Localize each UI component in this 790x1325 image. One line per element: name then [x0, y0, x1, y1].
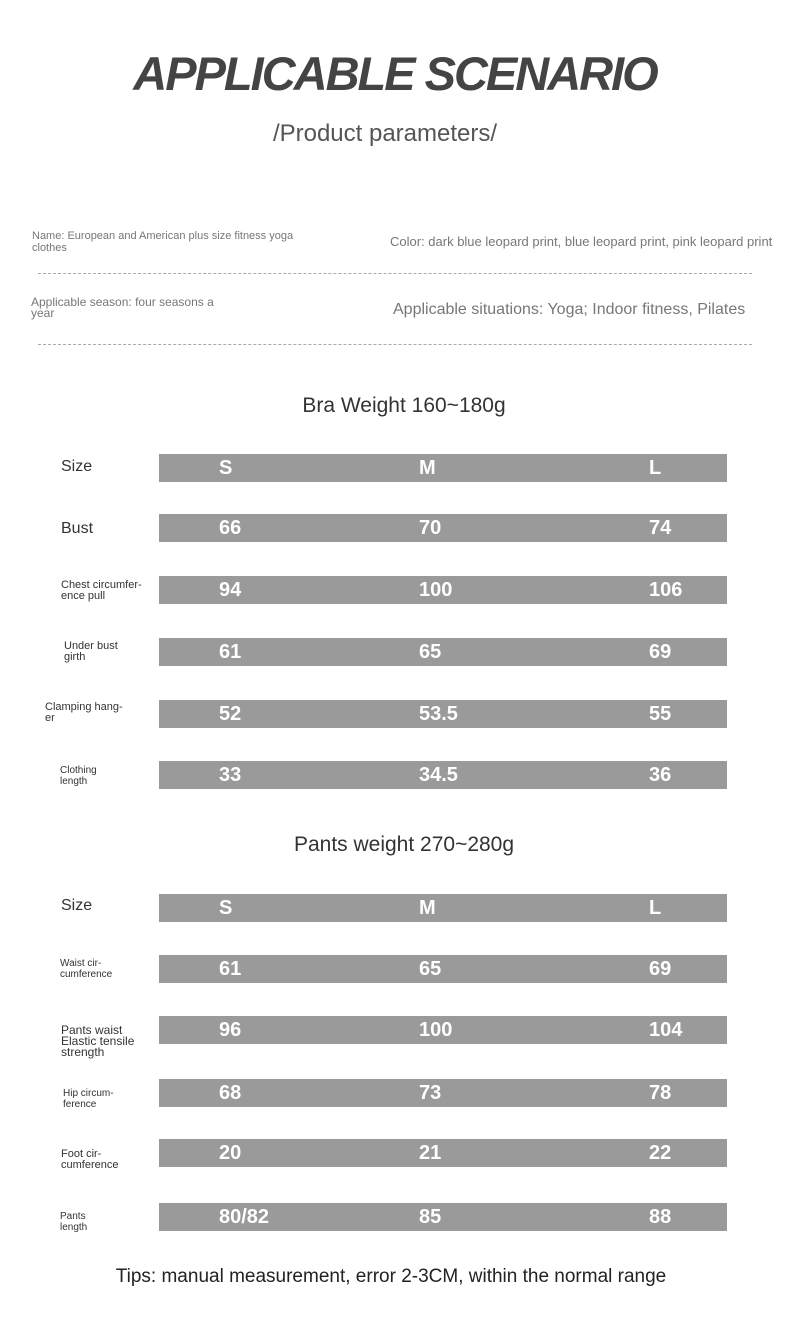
- value-m: 21: [419, 1142, 442, 1164]
- bra-label-chest-pull: Chest circumfer-ence pull: [61, 579, 142, 602]
- value-s: 33: [219, 764, 242, 786]
- bra-row-bust: [159, 514, 727, 542]
- value-s: S: [219, 897, 233, 919]
- bra-section-title: Bra Weight 160~180g: [302, 394, 506, 417]
- value-m: 85: [419, 1206, 442, 1228]
- bra-row-under-bust: [159, 638, 727, 666]
- bra-label-clothing-length: Clothing length: [60, 765, 97, 787]
- bra-row-size: [159, 454, 727, 482]
- bra-label-clamping-hanger: Clamping hang-er: [45, 701, 123, 724]
- divider: [38, 273, 752, 274]
- pants-row-elastic: [159, 1016, 727, 1044]
- value-m: 100: [419, 1019, 453, 1041]
- value-l: 55: [649, 703, 672, 725]
- value-l: 78: [649, 1082, 672, 1104]
- value-l: 106: [649, 579, 683, 601]
- value-m: 100: [419, 579, 453, 601]
- value-s: 61: [219, 641, 242, 663]
- pants-label-elastic: Pants waist Elastic tensile strength: [61, 1023, 135, 1059]
- value-s: 20: [219, 1142, 242, 1164]
- value-l: 36: [649, 764, 672, 786]
- pants-row-waist: [159, 955, 727, 983]
- pants-row-length: [159, 1203, 727, 1231]
- value-m: 65: [419, 641, 442, 663]
- value-l: 69: [649, 641, 672, 663]
- value-m: 34.5: [419, 764, 458, 786]
- param-name: Name: European and American plus size fitness yoga clothes: [32, 230, 294, 254]
- param-situations: Applicable situations: Yoga; Indoor fitness, Pilates: [393, 301, 746, 318]
- pants-label-size: Size: [61, 897, 93, 914]
- bra-row-clamping-hanger: [159, 700, 727, 728]
- bra-label-size: Size: [61, 458, 93, 475]
- value-s: S: [219, 457, 233, 479]
- value-l: 88: [649, 1206, 672, 1228]
- param-season: Applicable season: four seasons a year: [31, 295, 214, 320]
- value-s: 80/82: [219, 1206, 270, 1228]
- value-l: 22: [649, 1142, 672, 1164]
- value-m: 73: [419, 1082, 442, 1104]
- pants-label-foot: Foot cir-cumference: [61, 1148, 119, 1171]
- pants-row-size: [159, 894, 727, 922]
- bra-row-chest-pull: [159, 576, 727, 604]
- value-l: L: [649, 897, 662, 919]
- pants-label-length: Pants length: [60, 1211, 88, 1233]
- value-s: 96: [219, 1019, 242, 1041]
- value-s: 61: [219, 958, 242, 980]
- tips-text: Tips: manual measurement, error 2-3CM, within the normal range: [115, 1266, 667, 1287]
- bra-row-clothing-length: [159, 761, 727, 789]
- value-m: M: [419, 457, 436, 479]
- value-l: 74: [649, 517, 672, 539]
- value-s: 68: [219, 1082, 242, 1104]
- page-subtitle: /Product parameters/: [272, 120, 498, 147]
- param-color: Color: dark blue leopard print, blue leopard print, pink leopard print: [390, 234, 773, 249]
- value-s: 66: [219, 517, 242, 539]
- value-m: 65: [419, 958, 442, 980]
- value-l: 69: [649, 958, 672, 980]
- page-title: APPLICABLE SCENARIO: [133, 47, 657, 100]
- pants-label-waist: Waist cir-cumference: [60, 958, 113, 980]
- value-s: 52: [219, 703, 242, 725]
- value-m: M: [419, 897, 436, 919]
- value-m: 53.5: [419, 703, 458, 725]
- pants-row-hip: [159, 1079, 727, 1107]
- divider: [38, 344, 752, 345]
- value-l: 104: [649, 1019, 683, 1041]
- pants-section-title: Pants weight 270~280g: [293, 833, 515, 856]
- pants-row-foot: [159, 1139, 727, 1167]
- bra-label-bust: Bust: [61, 520, 94, 537]
- pants-label-hip: Hip circum-ference: [63, 1088, 114, 1110]
- bra-label-under-bust: Under bust girth: [64, 640, 118, 663]
- value-s: 94: [219, 579, 242, 601]
- value-l: L: [649, 457, 662, 479]
- value-m: 70: [419, 517, 442, 539]
